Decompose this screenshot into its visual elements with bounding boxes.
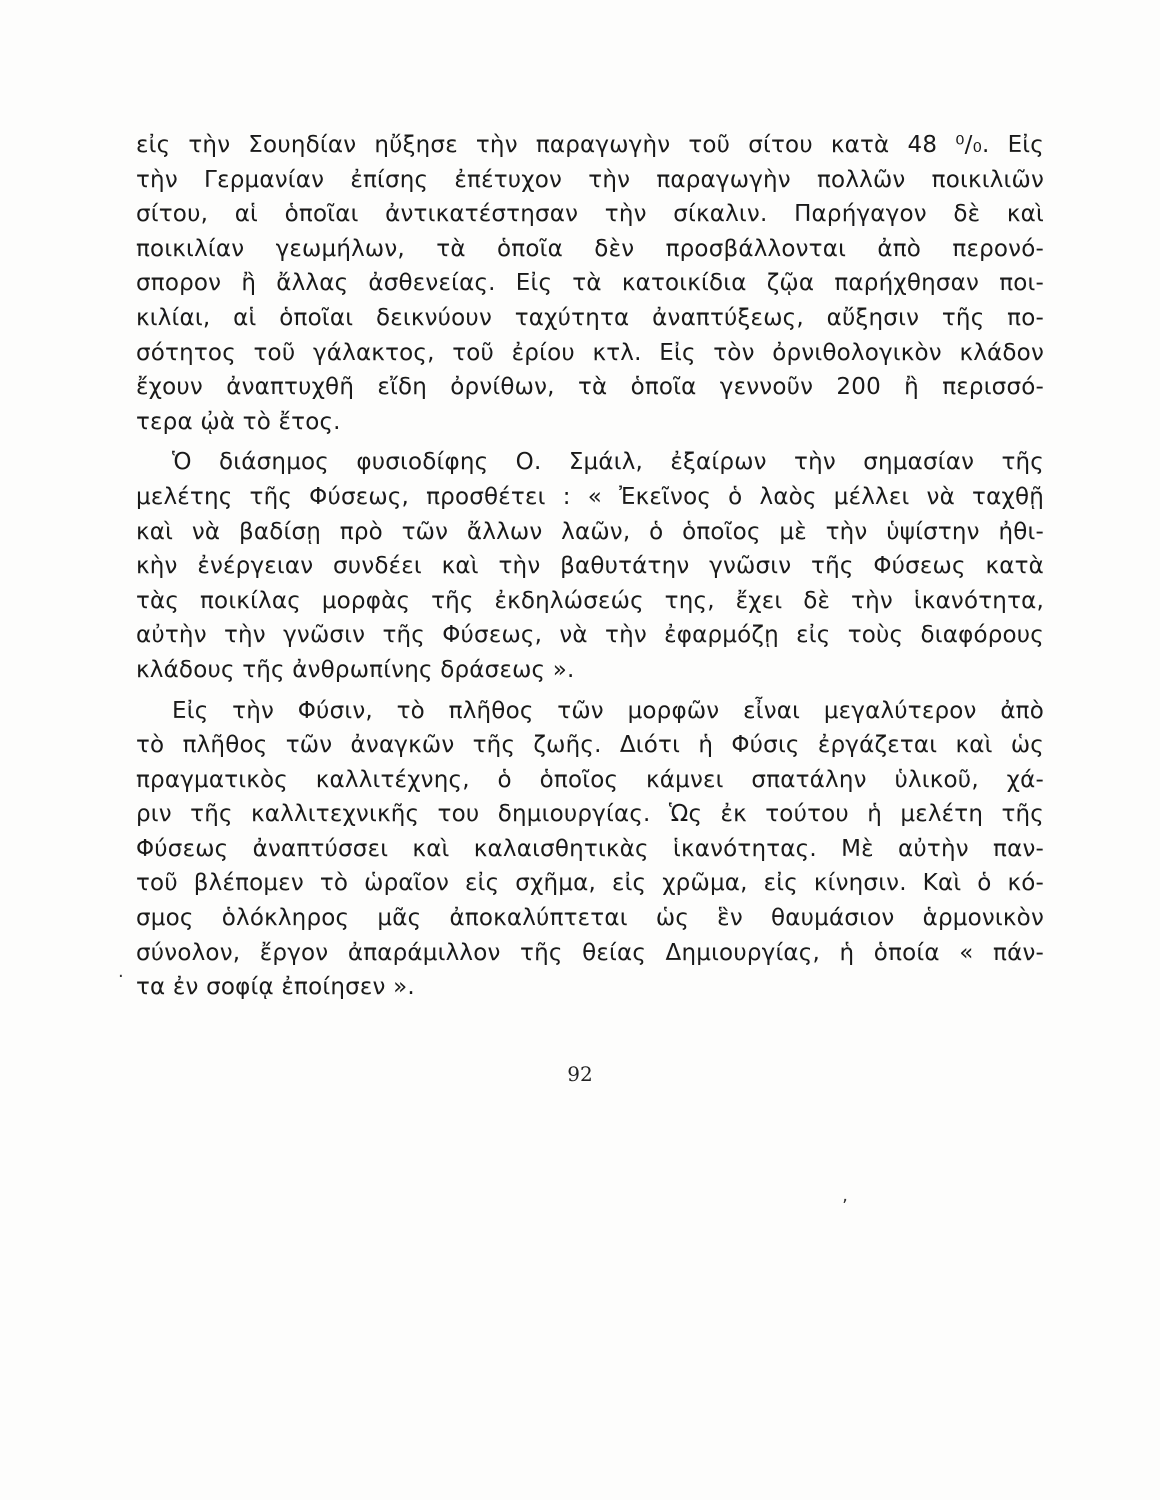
text-line: τοῦ βλέπομεν τὸ ὡραῖον εἰς σχῆμα, εἰς χρῶμα, εἰς κίνησιν. Καὶ ὁ κό- <box>136 870 1044 897</box>
text-line: τα ἐν σοφίᾳ ἐποίησεν ». <box>136 974 415 1001</box>
text-line: σότητος τοῦ γάλακτος, τοῦ ἐρίου κτλ. Εἰς τὸν ὀρνιθολογικὸν κλάδον <box>136 339 1044 366</box>
paragraph-3 <box>136 694 1044 1005</box>
text-line: ποικιλίαν γεωμήλων, τὰ ὁποῖα δὲν προσβάλλονται ἀπὸ περονό- <box>136 235 1044 262</box>
text-line: καὶ νὰ βαδίσῃ πρὸ τῶν ἄλλων λαῶν, ὁ ὁποῖος μὲ τὴν ὑψίστην ἠθι- <box>136 518 1044 545</box>
text-line: κὴν ἐνέργειαν συνδέει καὶ τὴν βαθυτάτην γνῶσιν τῆς Φύσεως κατὰ <box>136 553 1044 580</box>
text-line: Φύσεως ἀναπτύσσει καὶ καλαισθητικὰς ἱκανότητας. Μὲ αὐτὴν παν- <box>136 835 1044 862</box>
text-line: σπορον ἢ ἄλλας ἀσθενείας. Εἰς τὰ κατοικίδια ζῷα παρήχθησαν ποι- <box>136 270 1044 297</box>
text-line: Ὁ διάσημος φυσιοδίφης Ο. Σμάιλ, ἐξαίρων τὴν σημασίαν τῆς <box>172 449 1044 476</box>
text-line: σμος ὁλόκληρος μᾶς ἀποκαλύπτεται ὡς ἓν θαυμάσιον ἁρμονικὸν <box>136 905 1044 932</box>
text-line: Εἰς τὴν Φύσιν, τὸ πλῆθος τῶν μορφῶν εἶναι μεγαλύτερον ἀπὸ <box>172 697 1044 724</box>
paragraph-1 <box>136 128 1044 439</box>
text-line: ριν τῆς καλλιτεχνικῆς του δημιουργίας. Ὡς ἐκ τούτου ἡ μελέτη τῆς <box>136 801 1044 828</box>
page-number: 92 <box>567 1062 593 1086</box>
body-text <box>136 128 1044 1005</box>
paragraph-2 <box>136 445 1044 687</box>
text-line: κλάδους τῆς ἀνθρωπίνης δράσεως ». <box>136 656 575 683</box>
text-line: πραγματικὸς καλλιτέχνης, ὁ ὁποῖος κάμνει σπατάλην ὑλικοῦ, χά- <box>136 766 1044 793</box>
text-line: σύνολον, ἔργον ἀπαράμιλλον τῆς θείας Δημιουργίας, ἡ ὁποία « πάν- <box>136 939 1044 966</box>
text-line: αὐτὴν τὴν γνῶσιν τῆς Φύσεως, νὰ τὴν ἐφαρμόζῃ εἰς τοὺς διαφόρους <box>136 622 1044 649</box>
text-line: σίτου, αἱ ὁποῖαι ἀντικατέστησαν τὴν σίκαλιν. Παρήγαγον δὲ καὶ <box>136 201 1044 228</box>
text-line: εἰς τὴν Σουηδίαν ηὔξησε τὴν παραγωγὴν τοῦ σίτου κατὰ 48 ⁰/₀. Εἰς <box>136 132 1044 158</box>
text-line: ἔχουν ἀναπτυχθῆ εἴδη ὀρνίθων, τὰ ὁποῖα γεννοῦν 200 ἢ περισσό- <box>136 374 1044 401</box>
stray-print-mark: ʼ <box>842 1196 848 1217</box>
stray-print-mark: · <box>118 966 124 987</box>
text-line: κιλίαι, αἱ ὁποῖαι δεικνύουν ταχύτητα ἀναπτύξεως, αὔξησιν τῆς πο- <box>136 304 1044 331</box>
text-line: τὸ πλῆθος τῶν ἀναγκῶν τῆς ζωῆς. Διότι ἡ Φύσις ἐργάζεται καὶ ὡς <box>136 732 1044 759</box>
text-line: τὴν Γερμανίαν ἐπίσης ἐπέτυχον τὴν παραγωγὴν πολλῶν ποικιλιῶν <box>136 166 1044 193</box>
text-line: μελέτης τῆς Φύσεως, προσθέτει : « Ἐκεῖνος ὁ λαὸς μέλλει νὰ ταχθῇ <box>136 483 1044 510</box>
text-line: τὰς ποικίλας μορφὰς τῆς ἐκδηλώσεώς της, ἔχει δὲ τὴν ἱκανότητα, <box>136 587 1044 614</box>
text-line: τερα ᾠὰ τὸ ἔτος. <box>136 408 341 435</box>
